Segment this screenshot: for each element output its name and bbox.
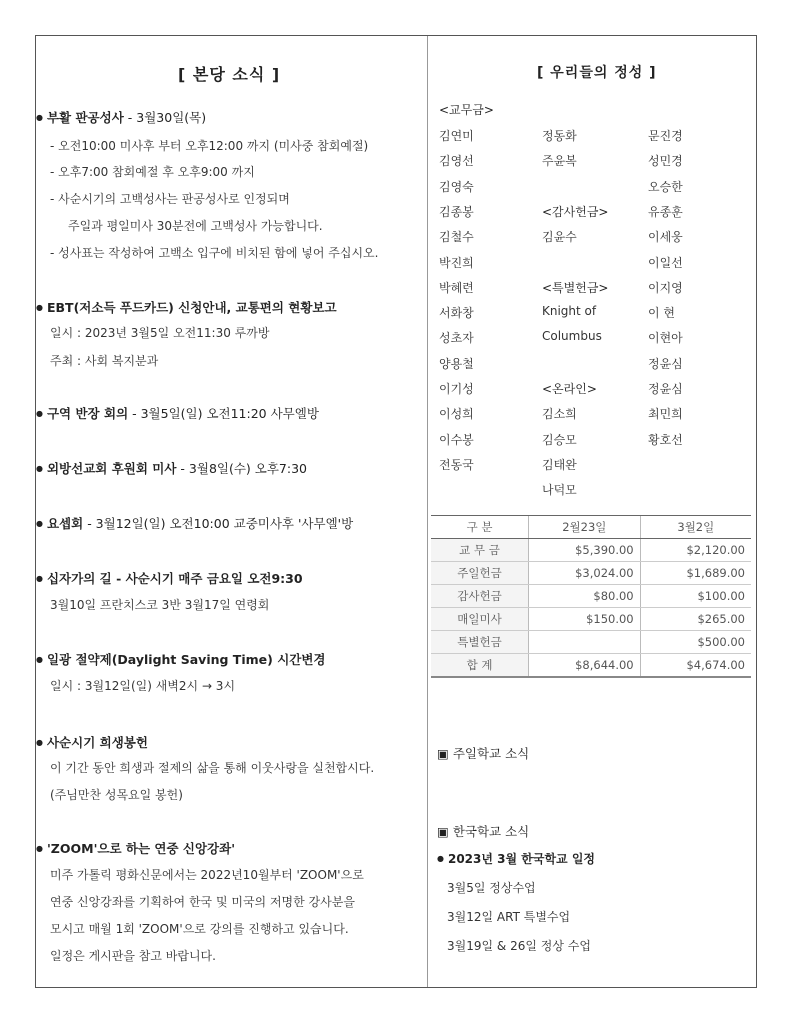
table-cell-amount xyxy=(529,631,641,654)
category-special: <특별헌금> xyxy=(542,280,609,295)
table-header-cell: 2월23일 xyxy=(529,516,641,539)
donor-name: 김소희 xyxy=(542,407,577,422)
donor-name: 이세웅 xyxy=(648,230,683,245)
news-item-head: 일광 절약제(Daylight Saving Time) 시간변경 xyxy=(46,652,326,667)
donor-name: 최민희 xyxy=(648,407,683,422)
donor-name: 김영선 xyxy=(439,154,474,169)
news-item-title xyxy=(36,650,326,668)
donor-name: 김태완 xyxy=(542,457,577,472)
table-cell-amount: $80.00 xyxy=(529,585,641,608)
news-item-title xyxy=(36,569,303,587)
table-row xyxy=(431,585,751,608)
news-item-head: 요셉회 xyxy=(46,516,84,531)
korean-school-line: 3월5일 정상수업 xyxy=(447,881,536,895)
table-cell-amount: $265.00 xyxy=(640,608,751,631)
donor-name: 황호선 xyxy=(648,432,683,447)
news-item-title xyxy=(36,514,353,532)
news-item-title xyxy=(36,298,337,316)
news-item-line: 연중 신앙강좌를 기획하여 한국 및 미국의 저명한 강사분을 xyxy=(50,895,355,909)
table-cell-amount: $100.00 xyxy=(640,585,751,608)
donor-name: 서화창 xyxy=(439,306,474,321)
donor-name: 김연미 xyxy=(439,129,474,143)
table-total-row xyxy=(431,654,751,678)
table-row-label: 매일미사 xyxy=(431,608,529,631)
news-item-line: (주님만찬 성목요일 봉헌) xyxy=(50,788,183,802)
news-item-head: 사순시기 희생봉헌 xyxy=(46,735,148,750)
category-thanks: <감사헌금> xyxy=(542,204,609,219)
donor-name: 정윤심 xyxy=(648,356,683,371)
news-item-line: 3월10일 프란치스코 3반 3월17일 연령회 xyxy=(50,598,270,612)
news-item-head: 구역 반장 회의 xyxy=(46,406,129,421)
table-row-label: 교 무 금 xyxy=(431,539,529,562)
donor-name: Columbus xyxy=(542,329,602,344)
news-item-title xyxy=(36,459,307,477)
donor-name: 오승한 xyxy=(648,179,683,194)
korean-school-line: 3월12일 ART 특별수업 xyxy=(447,910,571,924)
news-item-date: - 3월12일(일) 오전10:00 교중미사후 '사무엘'방 xyxy=(83,516,354,531)
table-header-row xyxy=(431,516,751,539)
donor-name: 성민경 xyxy=(648,154,683,169)
table-row xyxy=(431,562,751,585)
table-row-label: 합 계 xyxy=(431,654,529,678)
news-item-line: 주최 : 사회 복지분과 xyxy=(50,354,159,368)
news-item-title xyxy=(36,733,148,751)
donor-name: 이 현 xyxy=(648,306,675,321)
offering-table xyxy=(431,515,751,678)
news-item-head: 십자가의 길 - 사순시기 매주 금요일 오전9:30 xyxy=(46,571,303,586)
table-header-cell: 3월2일 xyxy=(640,516,751,539)
donor-name: 전동국 xyxy=(439,457,474,472)
korean-school-heading: ▣ 한국학교 소식 xyxy=(437,822,529,840)
donor-name: 박혜련 xyxy=(439,280,474,295)
donor-name: 이지영 xyxy=(648,280,683,295)
news-item-line: 주일과 평일미사 30분전에 고백성사 가능합니다. xyxy=(68,219,323,233)
table-row xyxy=(431,539,751,562)
column-divider xyxy=(427,36,428,987)
left-title: [ 본당 소식 ] xyxy=(178,65,281,84)
news-item-date: - 3월5일(일) 오전11:20 사무엘방 xyxy=(128,406,319,421)
table-cell-amount: $4,674.00 xyxy=(640,654,751,678)
table-cell-amount: $3,024.00 xyxy=(529,562,641,585)
donor-name: 양용철 xyxy=(439,356,474,371)
category-kyomugeum: <교무금> xyxy=(439,103,494,117)
news-item-date: - 3월8일(수) 오후7:30 xyxy=(176,461,307,476)
news-item-line: 일정은 게시판을 참고 바랍니다. xyxy=(50,949,216,963)
donor-name: 이기성 xyxy=(439,382,474,396)
korean-school-line: 3월19일 & 26일 정상 수업 xyxy=(447,939,591,953)
table-row-label: 주일헌금 xyxy=(431,562,529,585)
news-item-line: 모시고 매월 1회 'ZOOM'으로 강의를 진행하고 있습니다. xyxy=(50,922,349,936)
donor-name: 박진희 xyxy=(439,255,474,270)
donor-name: 문진경 xyxy=(648,129,683,143)
news-item-head: 부활 판공성사 xyxy=(46,110,124,125)
donor-name: 주윤복 xyxy=(542,154,577,169)
news-item-head: 외방선교회 후원회 미사 xyxy=(46,461,177,476)
news-item-title xyxy=(36,839,235,857)
news-item-line: 미주 가톨릭 평화신문에서는 2022년10월부터 'ZOOM'으로 xyxy=(50,868,364,882)
category-online: <온라인> xyxy=(542,382,597,396)
donor-name: 이현아 xyxy=(648,331,683,346)
news-item-line: - 사순시기의 고백성사는 판공성사로 인정되며 xyxy=(50,192,290,206)
table-cell-amount: $1,689.00 xyxy=(640,562,751,585)
table-cell-amount: $500.00 xyxy=(640,631,751,654)
news-item-line: 일시 : 2023년 3월5일 오전11:30 루까방 xyxy=(50,326,270,340)
news-item-date: - 3월30일(목) xyxy=(123,110,207,125)
table-row-label: 감사헌금 xyxy=(431,585,529,608)
news-item-head: 'ZOOM'으로 하는 연중 신앙강좌' xyxy=(46,841,236,856)
donor-name: 정윤심 xyxy=(648,382,683,396)
sunday-school-heading: ▣ 주일학교 소식 xyxy=(437,744,529,762)
table-cell-amount: $5,390.00 xyxy=(529,539,641,562)
news-item-head: EBT(저소득 푸드카드) 신청안내, 교통편의 현황보고 xyxy=(46,300,337,315)
news-item-line: 이 기간 동안 희생과 절제의 삶을 통해 이웃사랑을 실천합시다. xyxy=(50,761,375,775)
table-row xyxy=(431,608,751,631)
donor-name: 이일선 xyxy=(648,255,683,270)
news-item-title xyxy=(36,108,206,126)
table-header-cell: 구 분 xyxy=(431,516,529,539)
news-item-line: - 오후7:00 참회예절 후 오후9:00 까지 xyxy=(50,165,255,179)
donor-name: 김철수 xyxy=(439,230,474,245)
donor-name: 김종봉 xyxy=(439,204,474,219)
korean-school-schedule-title: ● 2023년 3월 한국학교 일정 xyxy=(437,850,595,867)
news-item-line: - 오전10:00 미사후 부터 오후12:00 까지 (미사중 참회예절) xyxy=(50,139,369,153)
table-row xyxy=(431,631,751,654)
donor-name: 유종훈 xyxy=(648,204,683,219)
news-item-line: - 성사표는 작성하여 고백소 입구에 비치된 함에 넣어 주십시오. xyxy=(50,246,379,260)
table-row-label: 특별헌금 xyxy=(431,631,529,654)
donor-name: Knight of xyxy=(542,304,597,319)
news-item-title xyxy=(36,404,319,422)
table-cell-amount: $8,644.00 xyxy=(529,654,641,678)
donor-name: 이수봉 xyxy=(439,432,474,447)
donor-name: 성초자 xyxy=(439,331,474,346)
donor-name: 김영숙 xyxy=(439,179,474,194)
donor-name: 이성희 xyxy=(439,407,474,422)
donor-name: 정동화 xyxy=(542,129,577,143)
table-cell-amount: $150.00 xyxy=(529,608,641,631)
donor-name: 김승모 xyxy=(542,432,577,447)
right-title: [ 우리들의 정성 ] xyxy=(537,65,657,81)
donor-name: 나덕모 xyxy=(542,483,577,498)
table-cell-amount: $2,120.00 xyxy=(640,539,751,562)
donor-name: 김윤수 xyxy=(542,230,577,245)
news-item-line: 일시 : 3월12일(일) 새벽2시 → 3시 xyxy=(50,679,236,693)
